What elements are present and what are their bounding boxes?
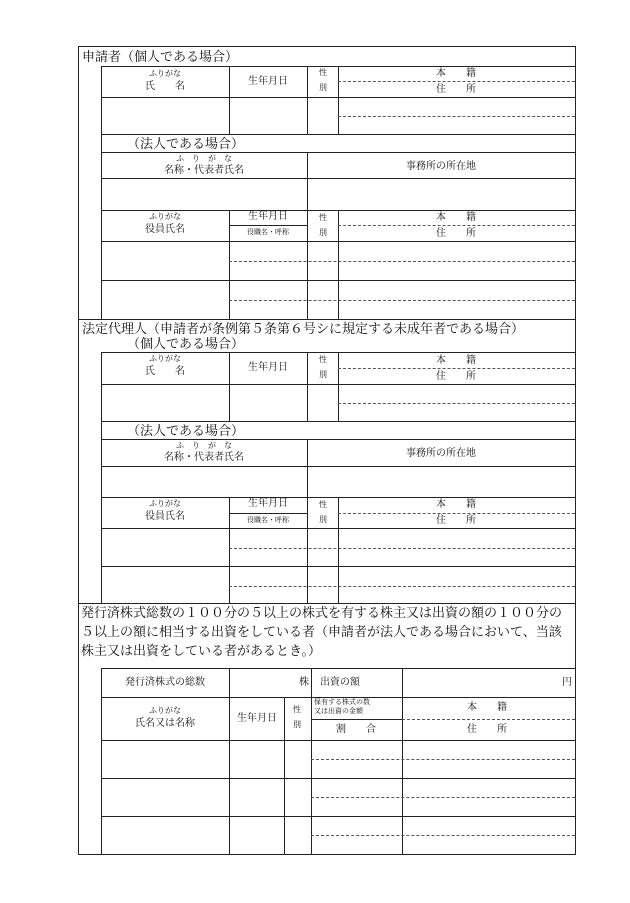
shareholders-text-line-1: 発行済株式総数の１００分の５以上の株式を有する株主又は出資の額の１００分の — [81, 606, 563, 621]
yen-unit-label: 円 — [562, 677, 572, 688]
applicant-corporate-title: （法人である場合） — [127, 137, 245, 152]
shareholder-name-label: 氏名又は名称 — [135, 718, 195, 729]
section-divider-shareholders — [78, 603, 576, 604]
applicant-officer-name-label: 役員氏名 — [145, 224, 185, 235]
legal-rep-sex-label-1: 性 — [319, 355, 327, 364]
legal-rep-officer-address-label: 住 所 — [436, 515, 476, 526]
legal-rep-officer-sex-label-1: 性 — [319, 500, 327, 509]
legal-rep-section-title: 法定代理人（申請者が条例第５条第６号シに規定する未成年者である場合） — [82, 322, 525, 337]
ratio-label: 割 合 — [336, 724, 376, 735]
shareholder-furigana-label: ふりがな — [149, 706, 181, 715]
applicant-sex-label-2: 別 — [319, 83, 327, 92]
applicant-corp-furigana-label: ふ り が な — [176, 154, 232, 163]
shares-held-label-2: 又は出資の金額 — [314, 707, 363, 715]
applicant-birth-label: 生年月日 — [248, 76, 288, 87]
legal-rep-furigana-label: ふりがな — [149, 354, 181, 363]
shareholder-domicile-label: 本 籍 — [467, 702, 507, 713]
legal-rep-officer-birth-label: 生年月日 — [248, 498, 288, 509]
legal-rep-corp-name-rep-label: 名称・代表者氏名 — [164, 452, 244, 463]
applicant-furigana-label: ふりがな — [149, 69, 181, 78]
applicant-officer-furigana-label: ふりがな — [149, 212, 181, 221]
legal-rep-officer-furigana-label: ふりがな — [149, 499, 181, 508]
applicant-officer-sex-label-2: 別 — [319, 228, 327, 237]
applicant-section-title: 申請者（個人である場合） — [82, 50, 239, 65]
legal-rep-name-label: 氏 名 — [145, 366, 185, 377]
legal-rep-domicile-label: 本 籍 — [436, 355, 476, 366]
form-left-border — [78, 46, 79, 855]
shareholder-sex-label-2: 別 — [293, 720, 301, 729]
shares-unit-label: 株 — [299, 677, 309, 688]
legal-rep-officer-position-label: 役職名・呼称 — [247, 516, 289, 524]
legal-rep-address-label: 住 所 — [436, 371, 476, 382]
indent-line-applicant — [101, 66, 102, 319]
form-top-border — [78, 46, 576, 47]
legal-rep-corporate-title: （法人である場合） — [127, 424, 245, 439]
shareholder-birth-label: 生年月日 — [237, 713, 277, 724]
applicant-address-label: 住 所 — [436, 84, 476, 95]
legal-rep-officer-sex-label-2: 別 — [319, 515, 327, 524]
total-shares-label: 発行済株式の総数 — [125, 677, 205, 688]
applicant-domicile-label: 本 籍 — [436, 68, 476, 79]
applicant-officer-sex-label-1: 性 — [319, 213, 327, 222]
applicant-officer-position-label: 役職名・呼称 — [247, 228, 289, 236]
legal-rep-corp-office-label: 事務所の所在地 — [406, 448, 476, 459]
shares-held-label-1: 保有する株式の数 — [314, 698, 370, 706]
applicant-officer-domicile-label: 本 籍 — [436, 212, 476, 223]
legal-rep-corp-furigana-label: ふ り が な — [176, 441, 232, 450]
applicant-sex-label-1: 性 — [319, 68, 327, 77]
legal-rep-officer-domicile-label: 本 籍 — [436, 499, 476, 510]
applicant-corp-office-label: 事務所の所在地 — [406, 161, 476, 172]
applicant-name-label: 氏 名 — [145, 81, 185, 92]
section-divider-legal-rep — [78, 319, 576, 320]
shareholders-text-line-2: ５以上の額に相当する出資をしている者（申請者が法人である場合において、当該 — [81, 625, 562, 640]
investment-label: 出資の額 — [320, 677, 360, 688]
legal-rep-birth-label: 生年月日 — [248, 362, 288, 373]
applicant-officer-address-label: 住 所 — [436, 228, 476, 239]
form-bottom-border — [78, 854, 576, 855]
shareholder-sex-label-1: 性 — [293, 705, 301, 714]
legal-rep-sex-label-2: 別 — [319, 370, 327, 379]
legal-rep-individual-title: （個人である場合） — [127, 337, 245, 352]
shareholder-address-label: 住 所 — [467, 724, 507, 735]
form-right-border — [575, 46, 576, 855]
applicant-corp-name-rep-label: 名称・代表者氏名 — [164, 165, 244, 176]
legal-rep-officer-name-label: 役員氏名 — [145, 511, 185, 522]
applicant-officer-birth-label: 生年月日 — [248, 211, 288, 222]
shareholders-text-line-3: 株主又は出資をしている者があるとき。） — [81, 644, 321, 659]
